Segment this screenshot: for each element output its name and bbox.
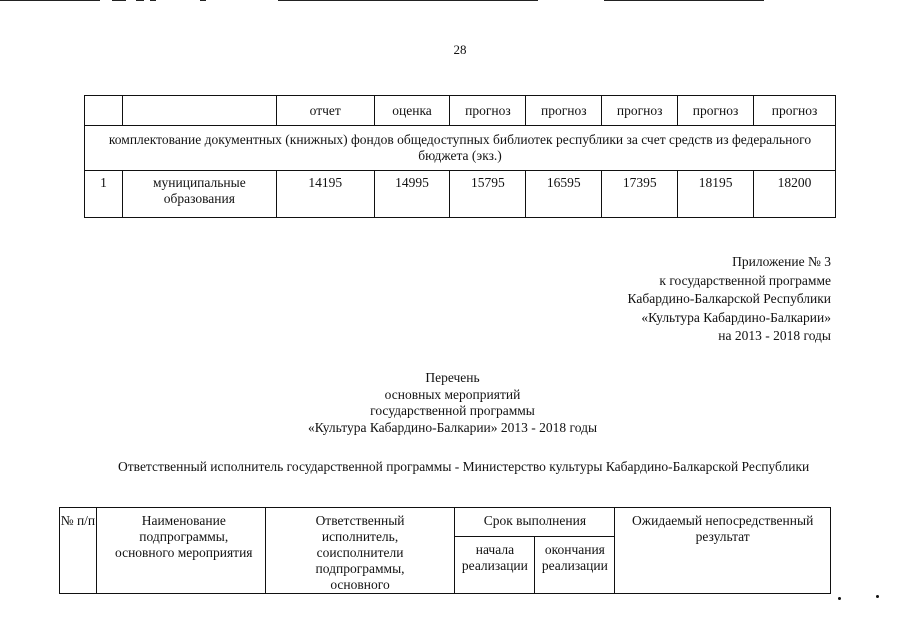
value-cell: 18200 [754,171,836,218]
heading-line: государственной программы [370,403,535,418]
row-name: муниципальные образования [122,171,276,218]
scan-artifact-line [200,0,206,1]
appendix-note [628,253,831,346]
header-cell-responsible: Ответственный исполнитель, соисполнители подпрограммы, основного [265,508,455,594]
scan-artifact-line [278,0,538,1]
value-cell: 18195 [678,171,754,218]
header-cell: прогноз [450,96,526,126]
table-header-row [60,508,831,537]
row-number: 1 [85,171,123,218]
document-heading [0,370,905,436]
page-number: 28 [453,42,467,57]
header-cell: прогноз [754,96,836,126]
scan-artifact-line [604,0,764,1]
value-cell: 16595 [526,171,602,218]
header-cell [122,96,276,126]
scan-artifact-line [150,0,156,1]
header-cell-term-end: окончания реализации [535,537,615,594]
heading-line: основных мероприятий [384,386,521,402]
header-cell-term-start: начала реализации [455,537,535,594]
measures-table [59,507,831,594]
heading-line: Перечень [425,370,480,385]
header-cell: оценка [374,96,450,126]
value-cell: 17395 [602,171,678,218]
responsible-executor: Ответственный исполнитель государственной программы - Министерство культуры Кабардино-Балкарской Республики [118,459,810,474]
header-cell: прогноз [602,96,678,126]
scan-artifact-line [0,0,100,1]
table-row [85,171,836,218]
appendix-line: Приложение № 3 [732,254,831,269]
value-cell: 15795 [450,171,526,218]
section-row [85,126,836,171]
appendix-line: «Культура Кабардино-Балкарии» [641,309,831,325]
section-title: комплектование документных (книжных) фондов общедоступных библиотек республики за счет средств из федерального бюджета (экз.) [85,126,836,171]
header-cell-term: Срок выполнения [455,508,615,537]
value-cell: 14195 [276,171,374,218]
scan-artifact-line [136,0,144,1]
header-cell: отчет [276,96,374,126]
scan-speck [838,597,841,600]
appendix-line: на 2013 - 2018 годы [718,328,831,343]
heading-line: «Культура Кабардино-Балкарии» 2013 - 2018 годы [307,419,598,435]
header-cell-number: № п/п [60,508,97,594]
forecast-table [84,95,836,218]
header-cell-name: Наименование подпрограммы, основного мероприятия [96,508,265,594]
table-header-row [85,96,836,126]
header-cell-result: Ожидаемый непосредственный результат [615,508,831,594]
scan-artifact-line [112,0,126,1]
header-cell: прогноз [526,96,602,126]
header-cell: прогноз [678,96,754,126]
header-cell [85,96,123,126]
scan-speck [876,595,879,598]
value-cell: 14995 [374,171,450,218]
appendix-line: Кабардино-Балкарской Республики [627,291,831,306]
appendix-line: к государственной программе [659,272,831,288]
